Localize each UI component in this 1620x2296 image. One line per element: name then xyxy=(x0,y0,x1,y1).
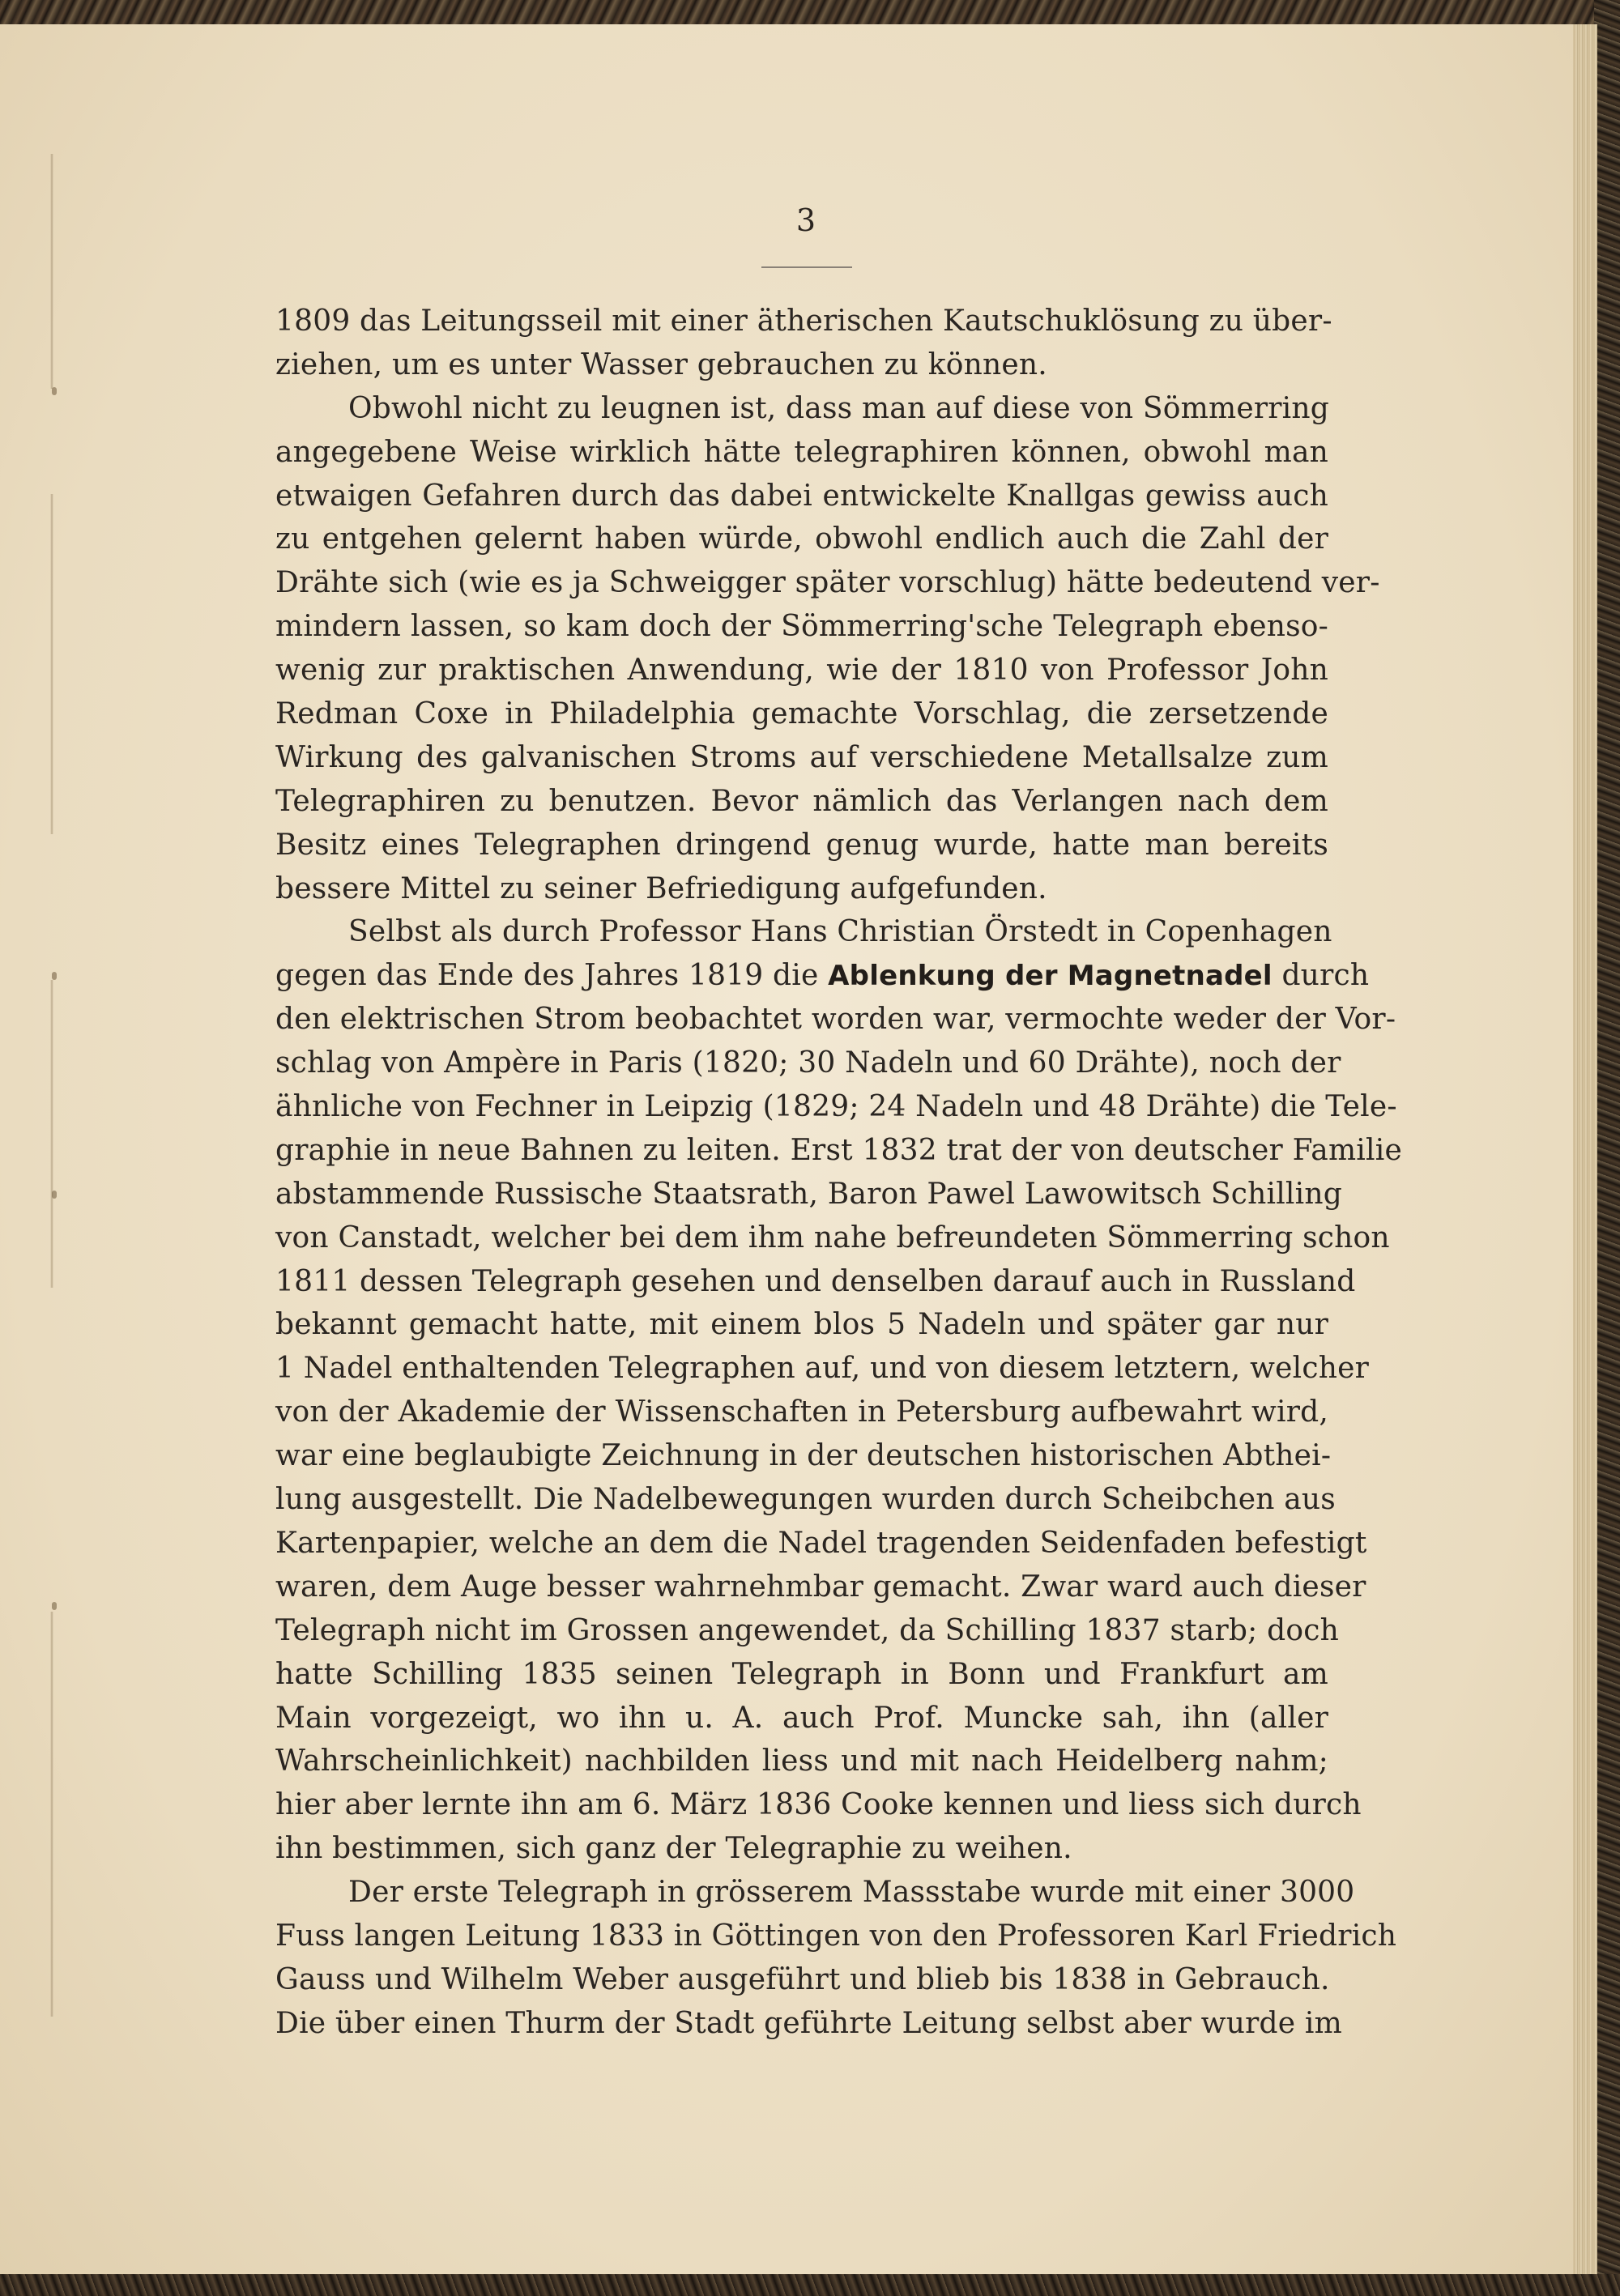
text-fragment: durch xyxy=(1281,959,1370,993)
gutter-mark xyxy=(52,1191,57,1199)
text-line: Drähte sich (wie es ja Schweigger später vorschlug) hätte bedeutend ver- xyxy=(275,566,1380,600)
text-line: Kartenpapier, welche an dem die Nadel tragenden Seidenfaden befestigt xyxy=(275,1526,1367,1560)
text-line: abstammende Russische Staatsrath, Baron Pawel Lawowitsch Schilling xyxy=(275,1177,1342,1211)
text-line: Gauss und Wilhelm Weber ausgeführt und blieb bis 1838 in Gebrauch. xyxy=(275,1962,1330,1996)
text-line: Telegraph nicht im Grossen angewendet, da Schilling 1837 starb; doch xyxy=(275,1613,1339,1647)
gutter-crease xyxy=(50,494,53,834)
text-line: Besitz eines Telegraphen dringend genug wurde, hatte man bereits xyxy=(275,828,1328,862)
book-page xyxy=(0,24,1573,2276)
book-board-bottom xyxy=(0,2274,1620,2296)
gutter-mark xyxy=(52,387,57,395)
text-line: lung ausgestellt. Die Nadelbewegungen wurden durch Scheibchen aus xyxy=(275,1483,1336,1517)
gutter-mark xyxy=(52,972,57,980)
gutter-crease xyxy=(50,980,53,1288)
page-number-rule xyxy=(761,266,852,268)
text-line: Selbst als durch Professor Hans Christian Örstedt in Copenhagen xyxy=(348,915,1332,949)
text-line: den elektrischen Strom beobachtet worden war, vermochte weder der Vor- xyxy=(275,1003,1396,1037)
text-line: war eine beglaubigte Zeichnung in der deutschen historischen Abthei- xyxy=(275,1439,1332,1473)
text-line: Der erste Telegraph in grösserem Massstabe wurde mit einer 3000 xyxy=(348,1876,1355,1910)
body-text xyxy=(275,300,1402,2046)
text-line: hier aber lernte ihn am 6. März 1836 Cooke kennen und liess sich durch xyxy=(275,1788,1362,1822)
text-line: von der Akademie der Wissenschaften in Petersburg aufbewahrt wird, xyxy=(275,1395,1328,1429)
page-number: 3 xyxy=(795,202,816,238)
text-line: schlag von Ampère in Paris (1820; 30 Nadeln und 60 Drähte), noch der xyxy=(275,1046,1341,1080)
text-line: Wahrscheinlichkeit) nachbilden liess und mit nach Heidelberg nahm; xyxy=(275,1744,1328,1778)
text-line: ihn bestimmen, sich ganz der Telegraphie zu weihen. xyxy=(275,1832,1072,1866)
text-line: Redman Coxe in Philadelphia gemachte Vorschlag, die zersetzende xyxy=(275,697,1328,731)
text-line: Telegraphiren zu benutzen. Bevor nämlich das Verlangen nach dem xyxy=(275,784,1328,818)
text-line: wenig zur praktischen Anwendung, wie der 1810 von Professor John xyxy=(275,654,1328,688)
text-line: von Canstadt, welcher bei dem ihm nahe befreundeten Sömmerring schon xyxy=(275,1220,1390,1254)
text-line: bessere Mittel zu seiner Befriedigung aufgefunden. xyxy=(275,871,1047,905)
text-line: hatte Schilling 1835 seinen Telegraph in Bonn und Frankfurt am xyxy=(275,1657,1328,1691)
text-line: 1811 dessen Telegraph gesehen und denselben darauf auch in Russland xyxy=(275,1264,1356,1298)
text-line: ziehen, um es unter Wasser gebrauchen zu können. xyxy=(275,347,1047,381)
text-line: etwaigen Gefahren durch das dabei entwickelte Knallgas gewiss auch xyxy=(275,479,1328,513)
text-line: Main vorgezeigt, wo ihn u. A. auch Prof. Muncke sah, ihn (aller xyxy=(275,1701,1328,1735)
text-line: 1809 das Leitungsseil mit einer ätherischen Kautschuklösung zu über- xyxy=(275,305,1332,338)
text-line: angegebene Weise wirklich hätte telegraphiren können, obwohl man xyxy=(275,435,1328,469)
text-line: Obwohl nicht zu leugnen ist, dass man auf diese von Sömmerring xyxy=(348,391,1329,425)
gutter-mark xyxy=(52,1602,57,1610)
text-line: bekannt gemacht hatte, mit einem blos 5 Nadeln und später gar nur xyxy=(275,1308,1328,1342)
book-board-right xyxy=(1594,0,1620,2296)
text-line: ähnliche von Fechner in Leipzig (1829; 24 Nadeln und 48 Drähte) die Tele- xyxy=(275,1090,1397,1124)
text-line: Die über einen Thurm der Stadt geführte Leitung selbst aber wurde im xyxy=(275,2006,1342,2040)
text-line: graphie in neue Bahnen zu leiten. Erst 1832 trat der von deutscher Familie xyxy=(275,1133,1402,1167)
gutter-crease xyxy=(50,154,53,389)
emphasis-term: Ablenkung der Magnetnadel xyxy=(828,960,1273,993)
text-line: Fuss langen Leitung 1833 in Göttingen von den Professoren Karl Friedrich xyxy=(275,1919,1397,1953)
text-line: 1 Nadel enthaltenden Telegraphen auf, und von diesem letztern, welcher xyxy=(275,1352,1369,1386)
text-line: Wirkung des galvanischen Stroms auf verschiedene Metallsalze zum xyxy=(275,740,1328,774)
gutter-crease xyxy=(50,1612,53,2017)
text-line: zu entgehen gelernt haben würde, obwohl endlich auch die Zahl der xyxy=(275,522,1328,556)
book-board-top xyxy=(0,0,1620,28)
text-line: waren, dem Auge besser wahrnehmbar gemacht. Zwar ward auch dieser xyxy=(275,1570,1366,1604)
text-line: mindern lassen, so kam doch der Sömmerring'sche Telegraph ebenso- xyxy=(275,610,1328,644)
text-line-with-emphasis xyxy=(275,954,1370,998)
text-fragment: gegen das Ende des Jahres 1819 die xyxy=(275,959,819,993)
page-edges xyxy=(1571,24,1597,2276)
